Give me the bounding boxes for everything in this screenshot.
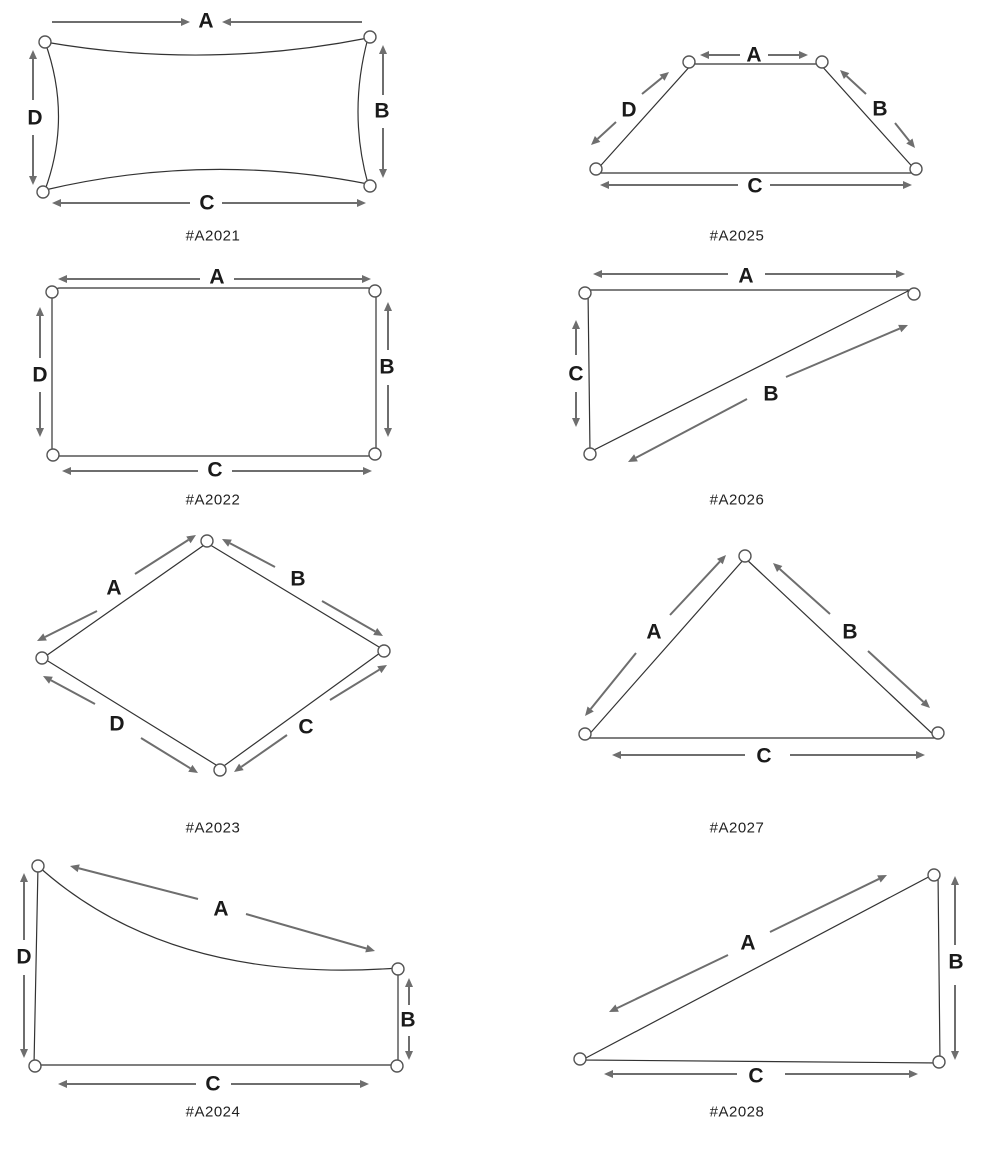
arrow-shaft — [786, 329, 900, 377]
corner-ring — [579, 287, 591, 299]
shape-a2026 — [568, 265, 920, 509]
arrow-head — [799, 51, 808, 59]
corner-ring — [739, 550, 751, 562]
shape-code-caption: #A2022 — [185, 491, 241, 509]
arrow-head — [612, 751, 621, 759]
arrow-head — [700, 51, 709, 59]
dimension-arrow — [20, 975, 28, 1058]
edge-label-a: A — [738, 264, 754, 288]
arrow-head — [572, 320, 580, 329]
corner-ring — [932, 727, 944, 739]
sail-outline — [45, 38, 368, 190]
shape-a2024 — [16, 860, 415, 1121]
corner-ring — [201, 535, 213, 547]
arrow-shaft — [617, 955, 728, 1008]
dimension-arrow — [604, 1070, 737, 1078]
dimension-arrow — [379, 128, 387, 178]
shape-a2022 — [32, 266, 394, 509]
arrow-head — [379, 169, 387, 178]
edge-label-b: B — [290, 567, 306, 591]
arrow-shaft — [230, 543, 275, 567]
edge-label-c: C — [298, 715, 314, 739]
arrow-shaft — [135, 540, 188, 574]
sail-outline — [582, 872, 940, 1063]
arrow-head — [600, 181, 609, 189]
arrow-shaft — [51, 680, 95, 704]
corner-ring — [29, 1060, 41, 1072]
arrow-head — [903, 181, 912, 189]
edge-label-b: B — [842, 620, 858, 644]
edge-label-c: C — [747, 174, 763, 198]
edge-label-c: C — [205, 1072, 221, 1096]
dimension-arrow — [895, 123, 915, 148]
sail-outline — [43, 543, 384, 768]
edge-label-a: A — [106, 576, 122, 600]
edge-label-c: C — [199, 191, 215, 215]
corner-ring — [378, 645, 390, 657]
sail-outline — [588, 290, 910, 452]
arrow-head — [572, 418, 580, 427]
dimension-arrow — [43, 676, 95, 704]
arrow-head — [604, 1070, 613, 1078]
edge-label-d: D — [109, 712, 125, 736]
arrow-head — [360, 1080, 369, 1088]
dimension-arrow — [773, 563, 830, 614]
dimension-arrow — [790, 751, 925, 759]
corner-ring — [39, 36, 51, 48]
dimension-arrow — [786, 325, 908, 377]
arrow-head — [896, 270, 905, 278]
edge-label-b: B — [872, 97, 888, 121]
corner-ring — [32, 860, 44, 872]
corner-ring — [584, 448, 596, 460]
corner-ring — [908, 288, 920, 300]
corner-ring — [910, 163, 922, 175]
dimension-arrow — [246, 914, 375, 952]
dimension-arrow — [585, 653, 636, 716]
dimension-arrow — [868, 651, 930, 708]
corner-ring — [574, 1053, 586, 1065]
arrow-shaft — [246, 914, 366, 949]
dimension-arrow — [765, 270, 905, 278]
corner-ring — [364, 180, 376, 192]
corner-ring — [391, 1060, 403, 1072]
edge-label-b: B — [400, 1008, 416, 1032]
arrow-shaft — [642, 78, 662, 94]
corner-ring — [364, 31, 376, 43]
dimension-arrow — [700, 51, 740, 59]
edge-label-d: D — [32, 363, 48, 387]
dimension-arrow — [600, 181, 738, 189]
arrow-head — [20, 1049, 28, 1058]
shape-code-caption: #A2024 — [185, 1103, 241, 1121]
dimension-arrow — [384, 385, 392, 437]
dimension-arrow — [951, 985, 959, 1060]
arrow-shaft — [780, 569, 830, 614]
dimension-arrow — [29, 50, 37, 100]
shape-code-caption: #A2025 — [709, 227, 765, 245]
arrow-head — [916, 751, 925, 759]
edge-label-d: D — [27, 106, 43, 130]
corner-ring — [683, 56, 695, 68]
edge-label-c: C — [748, 1064, 764, 1088]
sail-outline — [586, 558, 937, 738]
dimension-arrow — [572, 392, 580, 427]
shape-code-caption: #A2028 — [709, 1103, 765, 1121]
arrow-head — [234, 764, 244, 772]
dimension-arrow — [405, 978, 413, 1005]
arrow-head — [951, 1051, 959, 1060]
corner-ring — [392, 963, 404, 975]
arrow-shaft — [598, 122, 616, 139]
arrow-head — [181, 18, 190, 26]
dimension-arrow — [20, 873, 28, 940]
arrow-head — [70, 864, 80, 872]
dimension-arrow — [222, 539, 275, 567]
sail-outline — [52, 288, 376, 456]
dimension-arrow — [770, 181, 912, 189]
arrow-head — [29, 50, 37, 59]
shape-code-caption: #A2026 — [709, 491, 765, 509]
edge-label-a: A — [198, 9, 214, 33]
edge-label-d: D — [621, 98, 637, 122]
shape-code-caption: #A2027 — [709, 819, 765, 837]
dimension-arrow — [222, 18, 362, 26]
shape-a2021 — [27, 10, 389, 245]
corner-ring — [369, 285, 381, 297]
edge-label-b: B — [379, 355, 395, 379]
arrow-head — [36, 428, 44, 437]
arrow-head — [62, 467, 71, 475]
dimension-arrow — [405, 1036, 413, 1060]
edge-label-a: A — [213, 897, 229, 921]
dimension-arrow — [141, 738, 198, 773]
dimension-arrow — [609, 955, 728, 1012]
shape-a2027 — [579, 550, 944, 837]
corner-ring — [37, 186, 49, 198]
dimension-arrow — [768, 51, 808, 59]
arrow-shaft — [636, 399, 747, 458]
arrow-shaft — [847, 76, 866, 94]
arrow-shaft — [79, 868, 198, 899]
arrow-head — [405, 1051, 413, 1060]
corner-ring — [46, 286, 58, 298]
shape-code-caption: #A2023 — [185, 819, 241, 837]
edge-label-b: B — [374, 99, 390, 123]
dimension-arrow — [612, 751, 745, 759]
shape-a2025 — [590, 44, 922, 245]
dimension-arrow — [642, 72, 669, 94]
edge-label-c: C — [568, 362, 584, 386]
arrow-shaft — [670, 562, 720, 615]
edge-label-d: D — [16, 945, 32, 969]
edge-label-c: C — [756, 744, 772, 768]
dimension-arrow — [384, 302, 392, 350]
corner-ring — [928, 869, 940, 881]
corner-ring — [816, 56, 828, 68]
arrow-shaft — [895, 123, 909, 141]
dimension-arrow — [234, 275, 371, 283]
edge-label-a: A — [646, 620, 662, 644]
dimension-arrow — [379, 45, 387, 95]
arrow-head — [909, 1070, 918, 1078]
arrow-shaft — [591, 653, 636, 709]
shape-a2028 — [574, 869, 964, 1121]
dimension-arrow — [52, 199, 190, 207]
dimension-arrow — [232, 467, 372, 475]
dimension-arrow — [785, 1070, 918, 1078]
arrow-head — [593, 270, 602, 278]
arrow-head — [52, 199, 61, 207]
arrow-shaft — [770, 879, 879, 932]
arrow-head — [36, 307, 44, 316]
dimension-arrow — [628, 399, 747, 462]
edge-label-c: C — [207, 458, 223, 482]
dimension-arrow — [58, 275, 200, 283]
dimension-arrow — [36, 392, 44, 437]
dimension-arrow — [52, 18, 190, 26]
arrow-head — [405, 978, 413, 987]
arrow-shaft — [241, 735, 287, 767]
dimension-arrow — [572, 320, 580, 355]
arrow-head — [362, 275, 371, 283]
arrow-shaft — [330, 670, 379, 700]
dimension-arrow — [36, 307, 44, 358]
dimension-arrow — [222, 199, 366, 207]
dimension-arrow — [70, 864, 198, 899]
shape-a2023 — [36, 535, 390, 837]
corner-ring — [47, 449, 59, 461]
dimension-arrow — [593, 270, 728, 278]
arrow-shaft — [141, 738, 190, 768]
arrow-head — [58, 275, 67, 283]
dimension-arrow — [58, 1080, 196, 1088]
arrow-head — [363, 467, 372, 475]
shape-code-caption: #A2021 — [185, 227, 241, 245]
arrow-head — [29, 176, 37, 185]
corner-ring — [214, 764, 226, 776]
dimension-arrow — [62, 467, 198, 475]
dimension-arrow — [591, 122, 616, 145]
corner-ring — [590, 163, 602, 175]
dimension-arrow — [29, 135, 37, 185]
sail-outline — [34, 866, 398, 1065]
edge-label-a: A — [209, 265, 225, 289]
edge-label-a: A — [746, 43, 762, 67]
corner-ring — [369, 448, 381, 460]
arrow-head — [58, 1080, 67, 1088]
dimension-arrow — [231, 1080, 369, 1088]
dimension-arrow — [770, 875, 887, 932]
arrow-shaft — [322, 601, 375, 632]
corner-ring — [579, 728, 591, 740]
arrow-head — [357, 199, 366, 207]
arrow-shaft — [868, 651, 923, 702]
arrow-head — [20, 873, 28, 882]
arrow-head — [222, 18, 231, 26]
dimension-arrow — [951, 876, 959, 945]
arrow-head — [365, 945, 375, 953]
edge-label-a: A — [740, 931, 756, 955]
corner-ring — [36, 652, 48, 664]
edge-label-b: B — [948, 950, 964, 974]
arrow-shaft — [45, 611, 97, 637]
corner-ring — [933, 1056, 945, 1068]
edge-label-b: B — [763, 382, 779, 406]
dimension-arrow — [135, 535, 196, 574]
arrow-head — [951, 876, 959, 885]
arrow-head — [379, 45, 387, 54]
dimension-arrow — [670, 555, 726, 615]
sail-outline — [594, 64, 918, 173]
arrow-head — [384, 302, 392, 311]
arrow-head — [384, 428, 392, 437]
